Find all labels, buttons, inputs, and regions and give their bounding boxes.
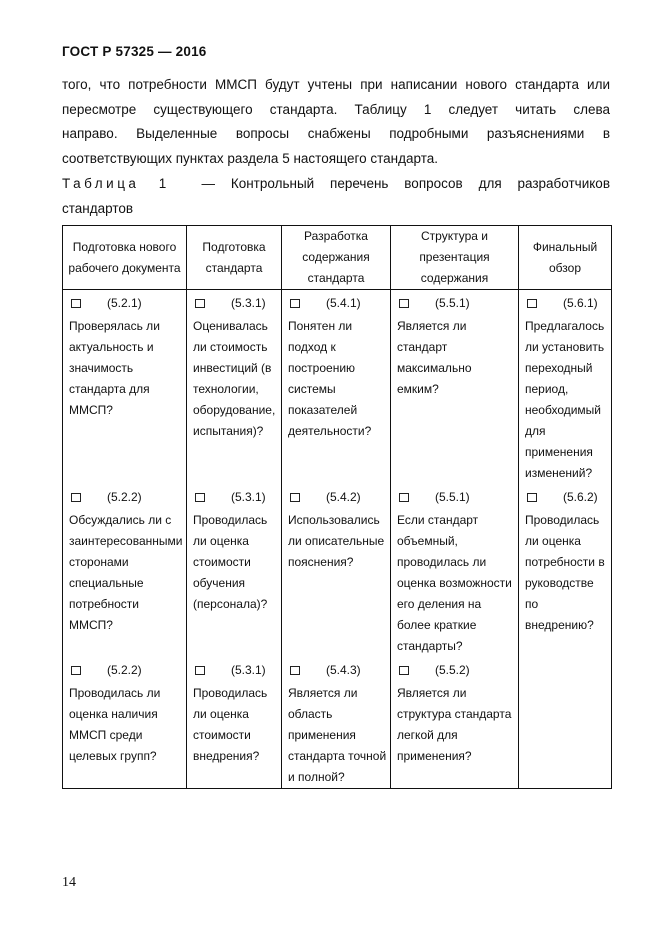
table-cell [519,657,612,789]
question-reference [525,290,611,314]
question-text: Понятен ли подход к построению системы показателей деятельности? [288,319,372,438]
clause-ref: (5.4.3) [326,662,361,677]
clause-ref: (5.3.1) [231,295,266,310]
column-header: Подготовка стандарта [187,226,282,290]
question-text: Проводилась ли оценка потребности в руководстве по внедрению? [525,513,605,632]
question-text: Проводилась ли оценка наличия ММСП среди целевых групп? [69,686,161,763]
question-text: Проводилась ли оценка стоимости внедрения? [193,686,268,763]
checkbox-icon[interactable] [399,493,409,502]
checkbox-icon[interactable] [195,493,205,502]
question-reference [69,484,186,508]
question-text: Является ли стандарт максимально емким? [397,319,472,396]
question-reference [193,484,281,508]
checkbox-icon[interactable] [290,493,300,502]
table-cell [282,484,391,657]
table-cell [519,484,612,657]
checkbox-icon[interactable] [399,666,409,675]
checkbox-icon[interactable] [71,666,81,675]
column-header: Разработка содержания стандарта [282,226,391,290]
table-row [63,657,612,789]
question-reference [288,484,390,508]
table-row [63,290,612,485]
clause-ref: (5.4.2) [326,489,361,504]
checkbox-icon[interactable] [527,299,537,308]
checklist-table [62,225,612,789]
clause-ref: (5.2.2) [107,489,142,504]
checkbox-icon[interactable] [195,299,205,308]
checkbox-icon[interactable] [290,666,300,675]
table-cell [391,657,519,789]
intro-line: соответствующих пунктах раздела 5 настоящего стандарта. [62,150,438,166]
clause-ref: (5.6.1) [563,295,598,310]
checkbox-icon[interactable] [527,493,537,502]
question-text: Проверялась ли актуальность и значимость стандарта для ММСП? [69,319,160,417]
column-header: Подготовка нового рабочего документа [63,226,187,290]
clause-ref: (5.2.1) [107,295,142,310]
table-header-row [63,226,612,290]
clause-ref: (5.3.1) [231,662,266,677]
table-cell [519,290,612,485]
question-reference [397,657,518,681]
table-cell [63,657,187,789]
checkbox-icon[interactable] [195,666,205,675]
question-reference [288,290,390,314]
table-cell [187,484,282,657]
question-text: Является ли область применения стандарта точной и полной? [288,686,387,784]
caption-line: стандартов [62,200,134,216]
intro-line: того, что потребности ММСП будут учтены при написании нового стандарта или [62,77,610,92]
document-code: ГОСТ Р 57325 — 2016 [62,44,207,59]
table-cell [63,484,187,657]
table-cell [187,290,282,485]
question-reference [193,290,281,314]
checkbox-icon[interactable] [399,299,409,308]
table-cell [282,657,391,789]
question-reference [397,484,518,508]
question-text: Проводилась ли оценка стоимости обучения (персонала)? [193,513,268,611]
column-header: Структура и презентация содержания [391,226,519,290]
table-row [63,484,612,657]
clause-ref: (5.6.2) [563,489,598,504]
question-reference [525,484,611,508]
clause-ref: (5.5.1) [435,489,470,504]
column-header: Финальный обзор [519,226,612,290]
table-cell [391,484,519,657]
table-caption [62,172,610,221]
clause-ref: (5.2.2) [107,662,142,677]
question-text: Является ли структура стандарта легкой для применения? [397,686,512,763]
caption-title: — Контрольный перечень вопросов для разработчиков [201,176,610,191]
question-text: Предлагалось ли установить переходный период, необходимый для применения изменений? [525,319,605,480]
page-number: 14 [62,875,76,890]
question-reference [288,657,390,681]
clause-ref: (5.5.2) [435,662,470,677]
table-cell [63,290,187,485]
intro-paragraph [62,73,610,171]
question-text: Обсуждались ли с заинтересованными сторонами специальные потребности ММСП? [69,513,183,632]
question-text: Использовались ли описательные пояснения? [288,513,385,569]
question-reference [69,657,186,681]
intro-line: направо. Выделенные вопросы снабжены подробными разъяснениями в [62,126,610,141]
table-cell [187,657,282,789]
table-cell [391,290,519,485]
question-reference [69,290,186,314]
checkbox-icon[interactable] [290,299,300,308]
question-reference [193,657,281,681]
question-text: Если стандарт объемный, проводилась ли оценка возможности его деления на более краткие стандарты? [397,513,512,653]
caption-label: Таблица 1 [62,176,170,191]
caption-line [62,172,610,197]
checkbox-icon[interactable] [71,299,81,308]
question-reference [397,290,518,314]
intro-line: пересмотре существующего стандарта. Таблицу 1 следует читать слева [62,101,610,117]
clause-ref: (5.4.1) [326,295,361,310]
question-text: Оценивалась ли стоимость инвестиций (в технологии, оборудование, испытания)? [193,319,276,438]
clause-ref: (5.3.1) [231,489,266,504]
checkbox-icon[interactable] [71,493,81,502]
table-cell [282,290,391,485]
clause-ref: (5.5.1) [435,295,470,310]
